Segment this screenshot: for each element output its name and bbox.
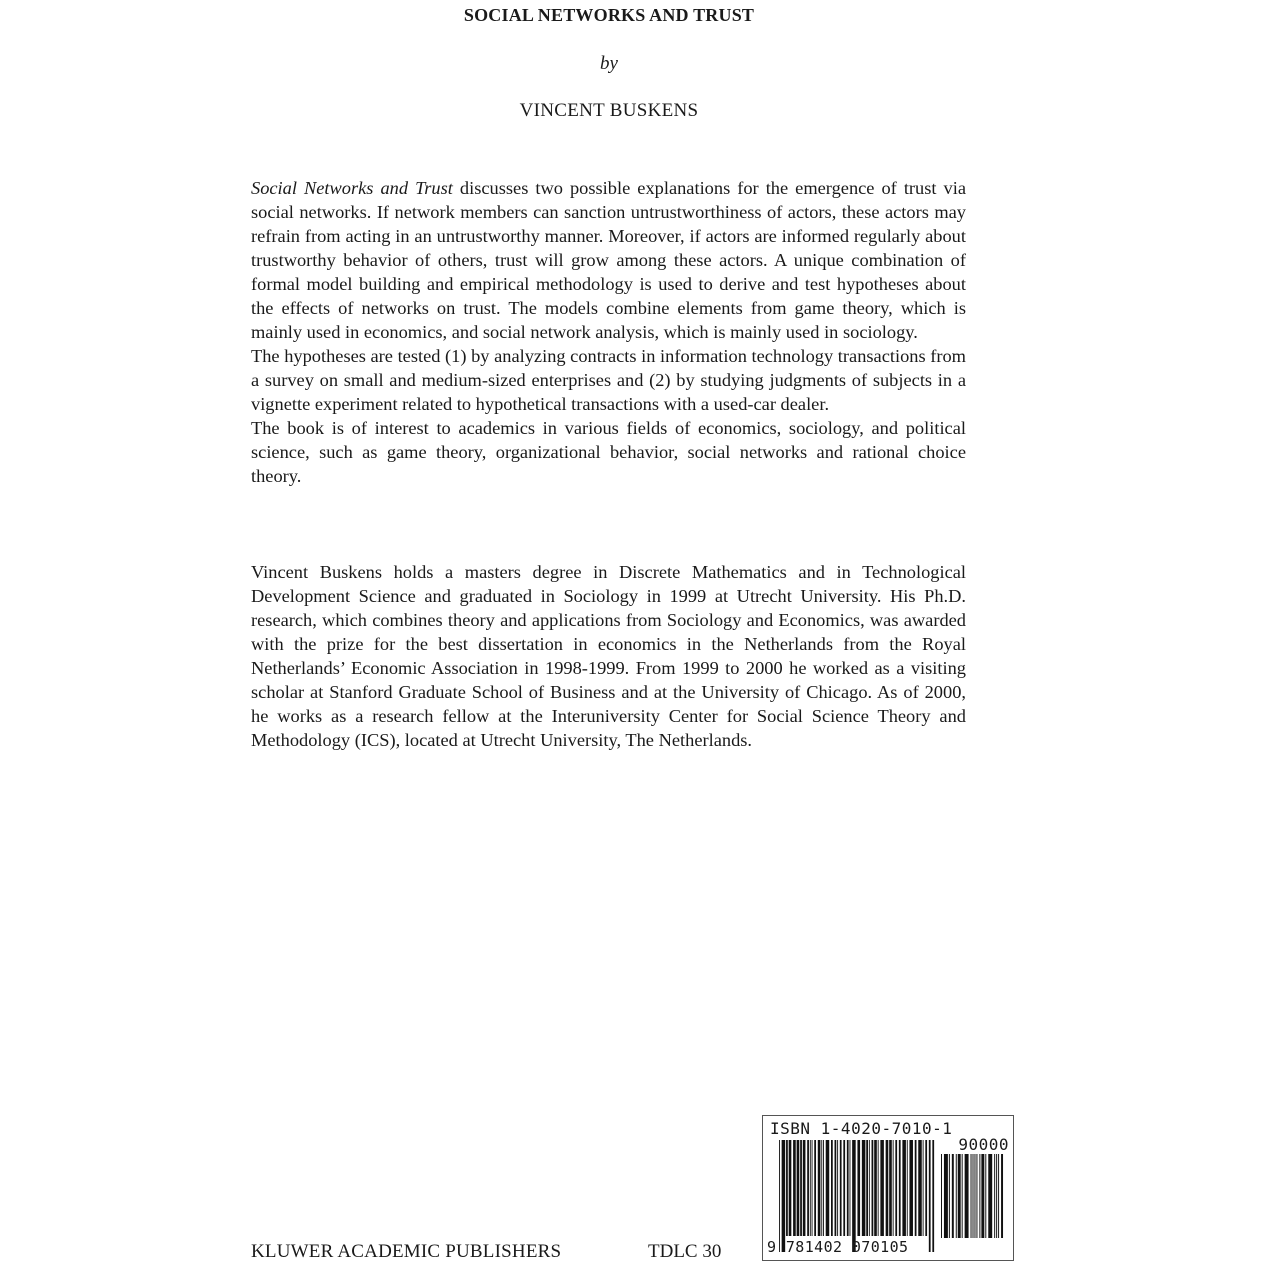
barcode-bar	[779, 1140, 780, 1252]
barcode-bar	[985, 1154, 986, 1238]
barcode-bar	[944, 1154, 948, 1238]
barcode-bar	[929, 1140, 931, 1252]
barcode-bar	[886, 1140, 889, 1236]
barcode-bar	[899, 1140, 901, 1236]
publisher-name: KLUWER ACADEMIC PUBLISHERS	[251, 1241, 562, 1262]
barcode-bar	[862, 1140, 866, 1236]
barcode-bar	[797, 1140, 800, 1236]
barcode-bar	[902, 1140, 906, 1236]
ean-digits: 9 781402 070105	[767, 1238, 909, 1256]
barcode-bar	[988, 1154, 992, 1238]
addon-barcode-bars	[941, 1154, 1005, 1254]
barcode-bar	[837, 1140, 838, 1236]
author-name: VINCENT BUSKENS	[519, 100, 699, 121]
barcode-bar	[932, 1140, 934, 1252]
barcode-bar	[889, 1140, 892, 1236]
barcode-bar	[850, 1140, 851, 1236]
barcode-bar	[974, 1154, 975, 1238]
barcode-bar	[847, 1140, 849, 1236]
barcode-bar	[915, 1140, 917, 1236]
barcode-bar	[866, 1140, 868, 1236]
barcode-bar	[831, 1140, 833, 1236]
author-bio-text: Vincent Buskens holds a masters degree in Discrete Mathematics and in Technological Development Science and graduated in Sociology in 1999 at Utrecht University. His Ph.D. research, which combines theory and applications from Sociology and Economics, was awarded with the prize for the best dissertation in economics in the Netherlands from the Royal Netherlands’ Economic Association in 1998-1999. From 1999 to 2000 he worked as a visiting scholar at Stanford Graduate School of Business and at the University of Chicago. As of 2000, he works as a research fellow at the Interuniversity Center for Social Science Theory and Methodology (ICS), located at Utrecht University, The Netherlands.	[251, 562, 966, 750]
abstract-paragraph-1	[251, 176, 966, 344]
barcode-bar	[789, 1140, 792, 1236]
barcode-bar	[994, 1154, 995, 1238]
barcode-bar	[895, 1140, 897, 1236]
barcode-bar	[782, 1140, 786, 1252]
barcode-bar	[814, 1140, 816, 1236]
barcode-bar	[998, 1154, 999, 1238]
isbn-text: ISBN 1-4020-7010-1	[770, 1119, 953, 1138]
barcode-bar	[893, 1140, 894, 1236]
by-label: by	[600, 53, 618, 74]
barcode-bar	[810, 1140, 811, 1236]
isbn-barcode	[762, 1115, 1014, 1261]
barcode-bar	[956, 1154, 957, 1238]
barcode-bar	[800, 1140, 802, 1236]
barcode-bar	[979, 1154, 980, 1238]
barcode-bar	[918, 1140, 922, 1236]
barcode-bar	[965, 1154, 969, 1238]
barcode-bar	[971, 1154, 972, 1238]
addon-bars-svg	[941, 1154, 1005, 1254]
barcode-bar	[840, 1140, 842, 1236]
barcode-bar	[852, 1140, 856, 1252]
series-code: TDLC 30	[648, 1241, 722, 1262]
barcode-bar	[878, 1140, 879, 1236]
barcode-bar	[857, 1140, 860, 1236]
barcode-bar	[923, 1140, 924, 1236]
barcode-bar	[973, 1154, 974, 1238]
barcode-bar	[793, 1140, 796, 1236]
ean-barcode-bars	[779, 1140, 935, 1252]
barcode-bar	[872, 1140, 874, 1236]
abstract-title-italic: Social Networks and Trust	[251, 178, 453, 198]
abstract	[251, 176, 966, 488]
abstract-paragraph-1-text: discusses two possible explanations for the emergence of trust via social networks. If network members can sanction untrustworthiness of actors, these actors may refrain from acting in an untrustworthy manner. Moreover, if actors are informed regularly about trustworthy behavior of others, trust will grow among these actors. A unique combination of formal model building and empirical methodology is used to derive and test hypotheses about the effects of networks on trust. The models combine elements from game theory, which is mainly used in economics, and social network analysis, which is mainly used in sociology.	[251, 178, 966, 342]
barcode-bar	[962, 1154, 963, 1238]
barcode-bar	[952, 1154, 954, 1238]
barcode-bar	[880, 1140, 884, 1236]
barcode-bar	[786, 1140, 788, 1236]
author-bio	[251, 560, 966, 752]
barcode-bar	[981, 1154, 984, 1238]
barcode-bar	[826, 1140, 830, 1236]
abstract-paragraph-2: The hypotheses are tested (1) by analyzing contracts in information technology transactions from a survey on small and medium-sized enterprises and (2) by studying judgments of subjects in a vignette experiment related to hypothetical transactions with a used-car dealer.	[251, 346, 966, 414]
barcode-bar	[818, 1140, 821, 1236]
barcode-bar	[835, 1140, 837, 1236]
barcode-bar	[976, 1154, 977, 1238]
barcode-bar	[925, 1140, 927, 1236]
barcode-bar	[941, 1154, 942, 1238]
price-code: 90000	[958, 1135, 1009, 1154]
barcode-bar	[996, 1154, 997, 1238]
barcode-bar	[807, 1140, 809, 1236]
barcode-bar	[958, 1154, 961, 1238]
barcode-bar	[821, 1140, 822, 1236]
barcode-bar	[907, 1140, 908, 1236]
barcode-bar	[843, 1140, 845, 1236]
barcode-bar	[823, 1140, 824, 1236]
barcode-bar	[949, 1154, 950, 1238]
abstract-paragraph-3: The book is of interest to academics in various fields of economics, sociology, and political science, such as game theory, organizational behavior, social networks and rational choice theory.	[251, 418, 966, 486]
barcode-bar	[812, 1140, 813, 1236]
barcode-bar	[874, 1140, 877, 1236]
barcode-bar	[803, 1140, 806, 1236]
barcode-bar	[869, 1140, 870, 1236]
barcode-bar	[1001, 1154, 1003, 1238]
barcode-bar	[909, 1140, 913, 1236]
ean-bars-svg	[779, 1140, 935, 1252]
book-title: SOCIAL NETWORKS AND TRUST	[463, 5, 755, 25]
